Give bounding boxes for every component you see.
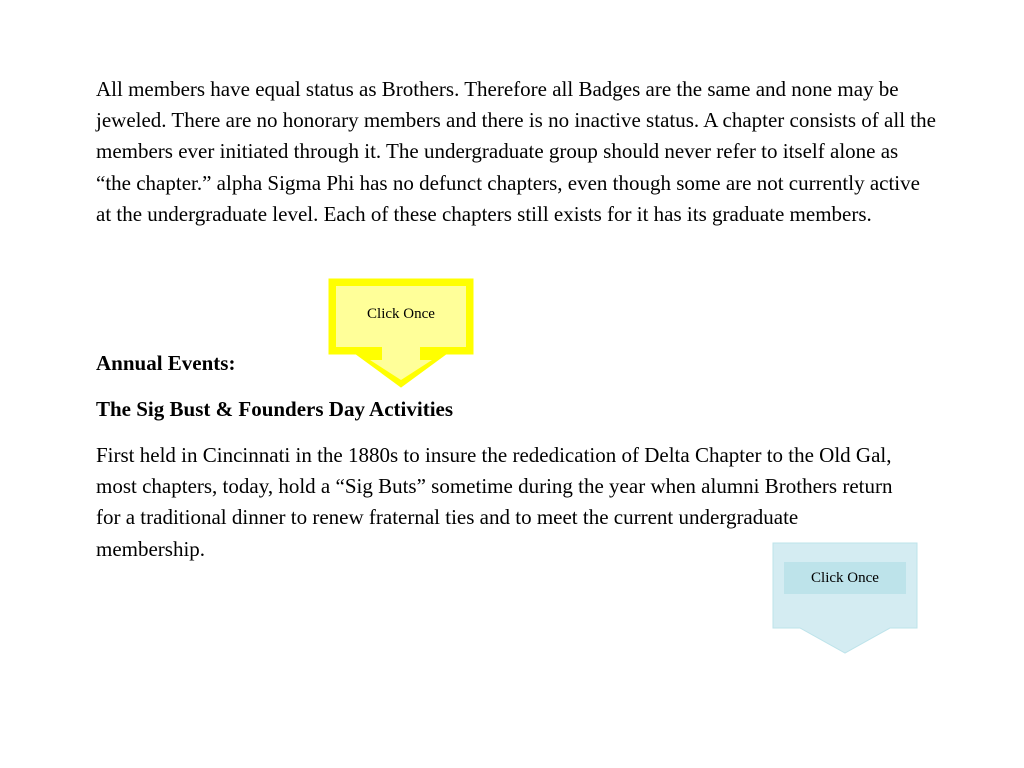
down-arrow-callout-shape-yellow [328,278,474,388]
down-arrow-callout-shape-blue [772,542,918,654]
click-once-callout-yellow[interactable] [328,278,474,388]
heading-annual-events: Annual Events: [96,351,236,375]
click-once-label-yellow: Click Once [367,306,435,322]
click-once-callout-blue[interactable] [772,542,918,654]
body-paragraph-sig-bust: First held in Cincinnati in the 1880s to insure the rededication of Delta Chapter to the Old Gal, most chapters, today, hold a “Sig Buts” sometime during the year when alumni Brothers return for a traditional dinner to renew fraternal ties and to meet the current undergraduate membership. [96,443,893,561]
heading-sig-bust: The Sig Bust & Founders Day Activities [96,397,454,421]
body-paragraph-membership: All members have equal status as Brothers. Therefore all Badges are the same and none may be jeweled. There are no honorary members and there is no inactive status. A chapter consists of all the members ever initiated through it. The undergraduate group should never refer to itself alone as “the chapter.” alpha Sigma Phi has no defunct chapters, even though some are not currently active at the undergraduate level. Each of these chapters still exists for it has its graduate members. [96,77,936,226]
click-once-label-blue: Click Once [811,570,879,586]
